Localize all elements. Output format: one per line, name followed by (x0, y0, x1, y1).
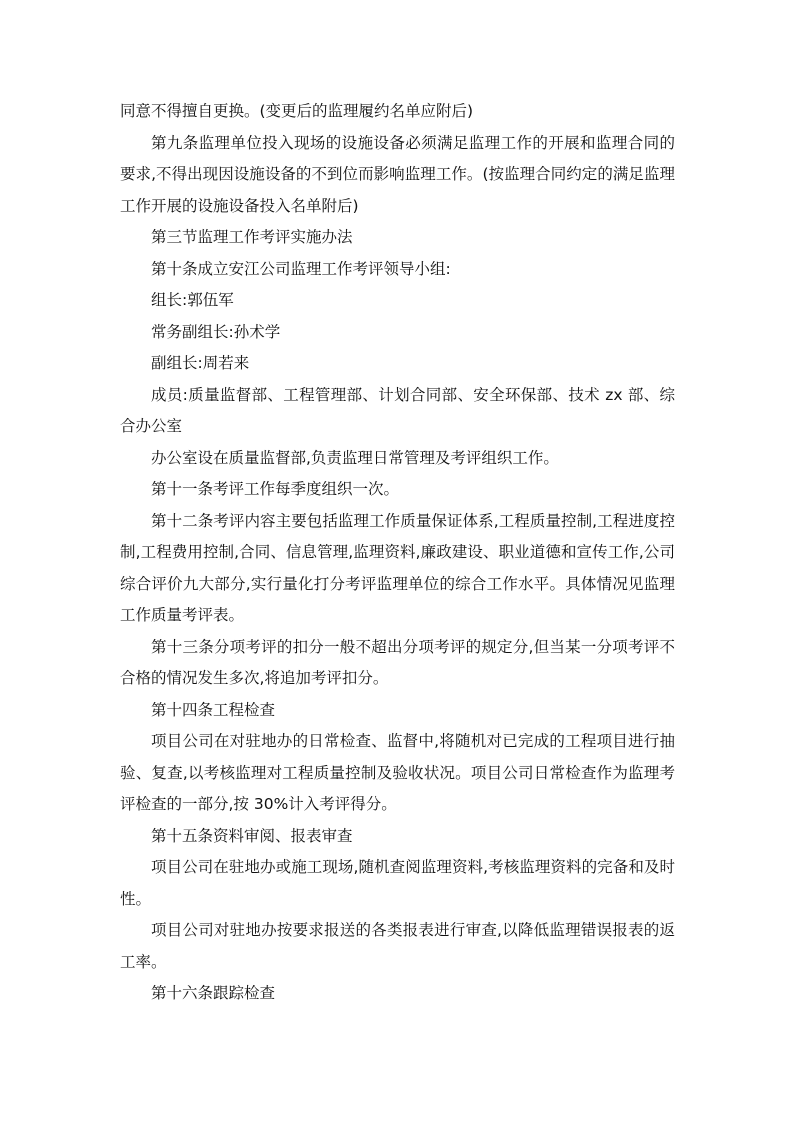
paragraph-report-review: 项目公司对驻地办按要求报送的各类报表进行审查,以降低监理错误报表的返工率。 (120, 921, 675, 971)
paragraph-article-9: 第九条监理单位投入现场的设施设备必须满足监理工作的开展和监理合同的要求,不得出现因设施设备的不到位而影响监理工作。(按监理合同约定的满足监理工作开展的设施设备投入名单附后) (120, 133, 675, 215)
paragraph-executive-deputy-leader: 常务副组长:孙术学 (151, 322, 281, 341)
paragraph-article-12: 第十二条考评内容主要包括监理工作质量保证体系,工程质量控制,工程进度控制,工程费用控制,合同、信息管理,监理资料,廉政建设、职业道德和宣传工作,公司综合评价九大部分,实行量化打分考评监理单位的综合工作水平。具体情况见监理工作质量考评表。 (120, 511, 675, 624)
paragraph-article-13: 第十三条分项考评的扣分一般不超出分项考评的规定分,但当某一分项考评不合格的情况发生多次,将追加考评扣分。 (120, 637, 675, 687)
paragraph-article-16: 第十六条跟踪检查 (151, 984, 276, 1002)
paragraph-group-leader: 组长:郭伍军 (151, 291, 234, 309)
document-body (120, 96, 675, 1010)
paragraph-engineering-inspection: 项目公司在对驻地办的日常检查、监督中,将随机对已完成的工程项目进行抽验、复查,以考核监理对工程质量控制及验收状况。项目公司日常检查作为监理考评检查的一部分,按 30%计入考评得分。 (120, 732, 675, 813)
paragraph-document-review: 项目公司在驻地办或施工现场,随机查阅监理资料,考核监理资料的完备和及时性。 (120, 858, 675, 908)
paragraph-deputy-leader: 副组长:周若来 (151, 354, 250, 372)
paragraph-article-15: 第十五条资料审阅、报表审查 (151, 826, 353, 845)
paragraph-office: 办公室设在质量监督部,负责监理日常管理及考评组织工作。 (151, 448, 559, 467)
section-heading-3: 第三节监理工作考评实施办法 (151, 228, 353, 246)
paragraph-article-14: 第十四条工程检查 (151, 700, 276, 719)
paragraph-continuation: 同意不得擅自更换。(变更后的监理履约名单应附后) (120, 102, 474, 120)
paragraph-members: 成员:质量监督部、工程管理部、计划合同部、安全环保部、技术 zx 部、综合办公室 (120, 385, 675, 435)
paragraph-article-11: 第十一条考评工作每季度组织一次。 (151, 480, 400, 498)
paragraph-article-10: 第十条成立安江公司监理工作考评领导小组: (151, 259, 451, 278)
